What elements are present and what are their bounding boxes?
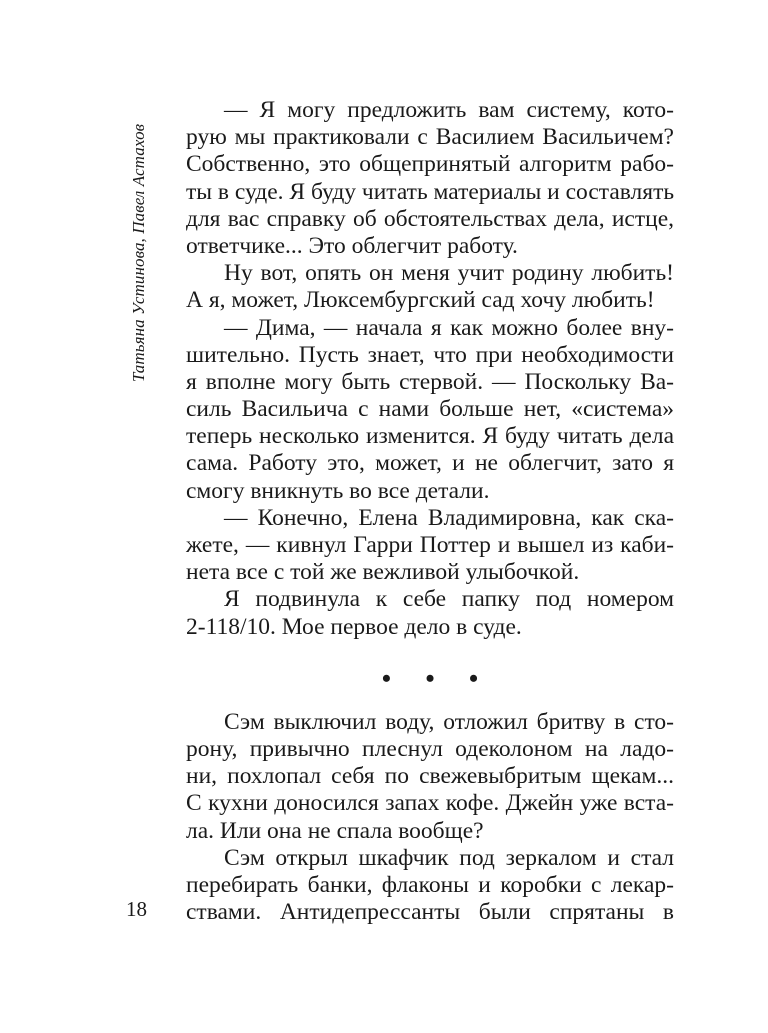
running-head bbox=[124, 98, 154, 408]
text-line: я вполне могу быть стервой. — Поскольку Ва- bbox=[186, 368, 674, 395]
text-line: перебирать банки, флаконы и коробки с лекар- bbox=[186, 871, 674, 898]
text-line: силь Васильича с нами больше нет, «система» bbox=[186, 396, 674, 423]
section-separator: • • • bbox=[381, 663, 493, 693]
text-line: нета все с той же вежливой улыбочкой. bbox=[186, 559, 580, 586]
text-line: Ну вот, опять он меня учит родину любить! bbox=[224, 260, 674, 287]
text-line: 2-118/10. Мое первое дело в суде. bbox=[186, 613, 522, 640]
text-line: рую мы практиковали с Василием Васильичем? bbox=[186, 124, 674, 151]
text-line: рону, привычно плеснул одеколоном на ладо- bbox=[186, 735, 674, 762]
text-line: Сэм выключил воду, отложил бритву в сто- bbox=[224, 708, 674, 735]
text-line: А я, может, Люксембургский сад хочу любить! bbox=[186, 287, 655, 314]
text-line: шительно. Пусть знает, что при необходимости bbox=[186, 341, 674, 368]
text-line: ствами. Антидепрессанты были спрятаны в bbox=[186, 899, 674, 926]
text-line: С кухни доносился запах кофе. Джейн уже вста- bbox=[186, 790, 674, 817]
text-line: ты в суде. Я буду читать материалы и составлять bbox=[186, 178, 675, 205]
text-line: Собственно, это общепринятый алгоритм рабо- bbox=[186, 151, 674, 178]
text-line: смогу вникнуть во все детали. bbox=[186, 477, 490, 504]
text-line: ни, похлопал себя по свежевыбритым щекам... bbox=[186, 763, 674, 790]
text-line: теперь несколько изменится. Я буду читать дела bbox=[186, 423, 674, 450]
page-number: 18 bbox=[126, 897, 147, 921]
running-head-text: Татьяна Устинова, Павел Астахов bbox=[129, 123, 148, 383]
text-line: — Конечно, Елена Владимировна, как ска- bbox=[224, 504, 674, 531]
text-line: ла. Или она не спала вообще? bbox=[186, 817, 484, 844]
text-line: сама. Работу это, может, и не облегчит, зато я bbox=[186, 450, 674, 477]
body-text bbox=[186, 97, 674, 926]
text-line: жете, — кивнул Гарри Поттер и вышел из каби- bbox=[186, 532, 674, 558]
text-line: — Я могу предложить вам систему, кото- bbox=[224, 97, 674, 123]
text-line: Я подвинула к себе папку под номером bbox=[224, 586, 674, 613]
text-line: ответчике... Это облегчит работу. bbox=[186, 232, 518, 259]
text-line: для вас справку об обстоятельствах дела, истце, bbox=[186, 205, 674, 232]
text-line: Сэм открыл шкафчик под зеркалом и стал bbox=[224, 844, 674, 871]
text-line: — Дима, — начала я как можно более вну- bbox=[224, 314, 674, 341]
